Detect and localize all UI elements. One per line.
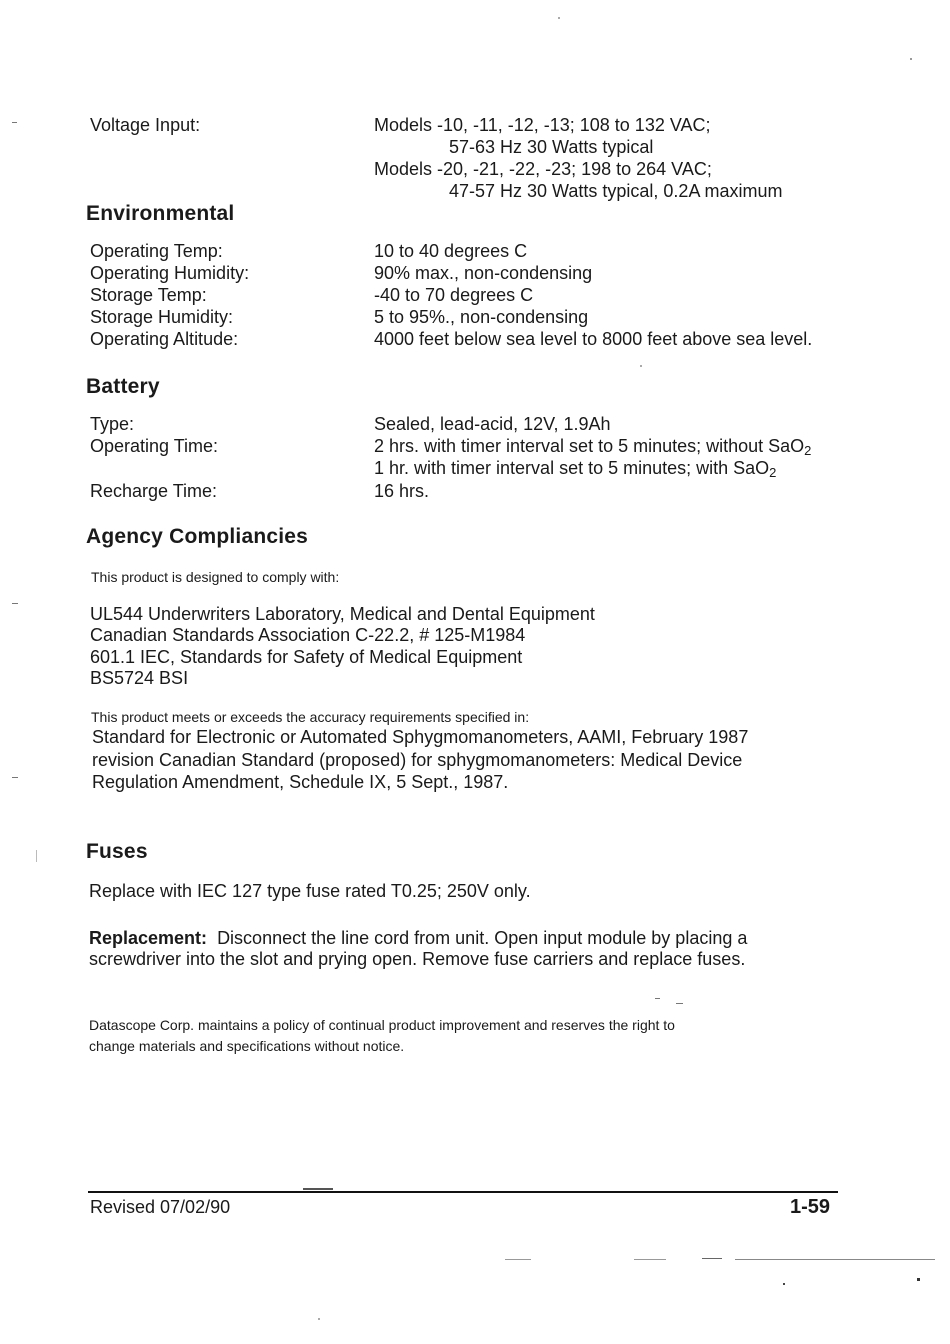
env-row-value: 5 to 95%., non-condensing bbox=[374, 307, 589, 327]
scan-speck bbox=[12, 777, 18, 778]
operating-line-1-text: 2 hrs. with timer interval set to 5 minutes; without SaO bbox=[374, 436, 805, 456]
voltage-line-1: Models -10, -11, -12, -13; 108 to 132 VAC; bbox=[374, 115, 711, 135]
battery-recharge-value: 16 hrs. bbox=[374, 481, 430, 501]
scan-speck bbox=[12, 603, 18, 604]
scan-speck bbox=[505, 1259, 531, 1260]
subscript-2: 2 bbox=[769, 465, 777, 480]
env-row-value: 10 to 40 degrees C bbox=[374, 241, 528, 261]
scan-speck bbox=[910, 58, 912, 60]
scan-speck bbox=[917, 1278, 920, 1281]
scan-speck bbox=[318, 1318, 320, 1320]
scan-speck bbox=[303, 1188, 333, 1190]
voltage-line-2: 57-63 Hz 30 Watts typical bbox=[449, 137, 654, 157]
voltage-line-3: Models -20, -21, -22, -23; 198 to 264 VAC; bbox=[374, 159, 712, 179]
agency-heading: Agency Compliancies bbox=[86, 525, 309, 548]
standard-item: BS5724 BSI bbox=[90, 668, 189, 688]
battery-operating-line-2 bbox=[374, 457, 776, 484]
battery-type-label: Type: bbox=[90, 414, 135, 434]
battery-heading: Battery bbox=[86, 375, 160, 398]
fuses-heading: Fuses bbox=[86, 840, 148, 863]
accuracy-line: revision Canadian Standard (proposed) for sphygmomanometers: Medical Device bbox=[92, 750, 743, 770]
battery-recharge-label: Recharge Time: bbox=[90, 481, 218, 501]
env-row-value: 4000 feet below sea level to 8000 feet above sea level. bbox=[374, 329, 813, 349]
scan-speck bbox=[783, 1283, 785, 1285]
env-row-label: Storage Humidity: bbox=[90, 307, 234, 327]
scan-speck bbox=[655, 998, 660, 999]
agency-intro: This product is designed to comply with: bbox=[91, 569, 340, 585]
env-row-label: Operating Altitude: bbox=[90, 329, 239, 349]
scan-speck bbox=[634, 1259, 666, 1260]
scan-speck bbox=[676, 1003, 683, 1004]
accuracy-line: Regulation Amendment, Schedule IX, 5 Sept., 1987. bbox=[92, 772, 509, 792]
scan-speck bbox=[36, 850, 37, 862]
replacement-label: Replacement: bbox=[89, 928, 208, 948]
scan-speck bbox=[702, 1258, 722, 1259]
battery-operating-label: Operating Time: bbox=[90, 436, 219, 456]
voltage-input-label: Voltage Input: bbox=[90, 115, 201, 135]
replacement-text-1: Disconnect the line cord from unit. Open input module by placing a bbox=[217, 928, 748, 948]
env-row-value: 90% max., non-condensing bbox=[374, 263, 593, 283]
accuracy-line: Standard for Electronic or Automated Sphygmomanometers, AAMI, February 1987 bbox=[92, 727, 749, 747]
notice-line-2: change materials and specifications without notice. bbox=[89, 1038, 405, 1054]
revised-date: Revised 07/02/90 bbox=[90, 1197, 231, 1217]
replacement-line-2: screwdriver into the slot and prying open. Remove fuse carriers and replace fuses. bbox=[89, 949, 746, 969]
page-number: 1-59 bbox=[790, 1196, 831, 1218]
standard-item: UL544 Underwriters Laboratory, Medical and Dental Equipment bbox=[90, 604, 595, 624]
environmental-heading: Environmental bbox=[86, 202, 235, 225]
battery-type-value: Sealed, lead-acid, 12V, 1.9Ah bbox=[374, 414, 611, 434]
scan-speck bbox=[640, 365, 642, 367]
scan-speck bbox=[558, 17, 560, 19]
standard-item: 601.1 IEC, Standards for Safety of Medical Equipment bbox=[90, 647, 523, 667]
operating-line-2-text: 1 hr. with timer interval set to 5 minutes; with SaO bbox=[374, 458, 770, 478]
env-row-value: -40 to 70 degrees C bbox=[374, 285, 534, 305]
standard-item: Canadian Standards Association C-22.2, # 125-M1984 bbox=[90, 625, 526, 645]
notice-line-1: Datascope Corp. maintains a policy of continual product improvement and reserves the right to bbox=[89, 1017, 675, 1033]
voltage-line-4: 47-57 Hz 30 Watts typical, 0.2A maximum bbox=[449, 181, 783, 201]
accuracy-intro: This product meets or exceeds the accuracy requirements specified in: bbox=[91, 709, 530, 725]
scan-speck bbox=[735, 1259, 935, 1260]
env-row-label: Operating Temp: bbox=[90, 241, 223, 261]
env-row-label: Storage Temp: bbox=[90, 285, 207, 305]
fuse-replace-text: Replace with IEC 127 type fuse rated T0.25; 250V only. bbox=[89, 881, 531, 901]
replacement-line-1 bbox=[89, 927, 747, 949]
footer-rule bbox=[88, 1191, 838, 1193]
env-row-label: Operating Humidity: bbox=[90, 263, 250, 283]
subscript-2: 2 bbox=[804, 443, 812, 458]
scan-speck bbox=[12, 122, 17, 123]
